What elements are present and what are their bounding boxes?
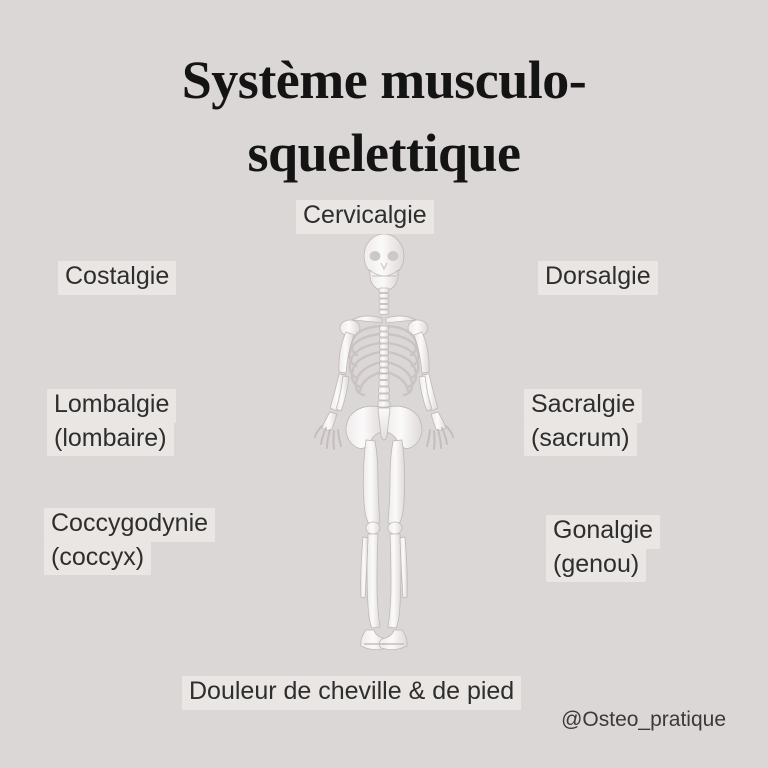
- label-lombalgie-text: Lombalgie: [47, 389, 176, 423]
- label-lombalgie-subtext: (lombaire): [47, 423, 174, 457]
- page-title-line-1: Système musculo-: [181, 50, 587, 110]
- label-gonalgie: [546, 515, 660, 582]
- label-dorsalgie-text: Dorsalgie: [538, 261, 658, 295]
- label-costalgie-text: Costalgie: [58, 261, 176, 295]
- label-douleur-cheville-pied-text: Douleur de cheville & de pied: [182, 676, 521, 710]
- label-lombalgie: [47, 389, 176, 456]
- label-gonalgie-text: Gonalgie: [546, 515, 660, 549]
- page-title-line-2: squelettique: [247, 122, 521, 183]
- label-gonalgie-subtext: (genou): [546, 549, 646, 583]
- label-douleur-cheville-pied: [182, 676, 521, 710]
- label-sacralgie-text: Sacralgie: [524, 389, 642, 423]
- label-cervicalgie-text: Cervicalgie: [296, 200, 434, 234]
- label-sacralgie-subtext: (sacrum): [524, 423, 637, 457]
- watermark-handle: @Osteo_pratique: [561, 708, 726, 731]
- label-dorsalgie: [538, 261, 658, 295]
- page-title: [0, 44, 768, 190]
- label-coccygodynie: [44, 508, 215, 575]
- label-sacralgie: [524, 389, 642, 456]
- label-cervicalgie: [296, 200, 434, 234]
- human-skeleton-illustration: [284, 232, 484, 692]
- label-coccygodynie-text: Coccygodynie: [44, 508, 215, 542]
- label-costalgie: [58, 261, 176, 295]
- label-coccygodynie-subtext: (coccyx): [44, 542, 151, 576]
